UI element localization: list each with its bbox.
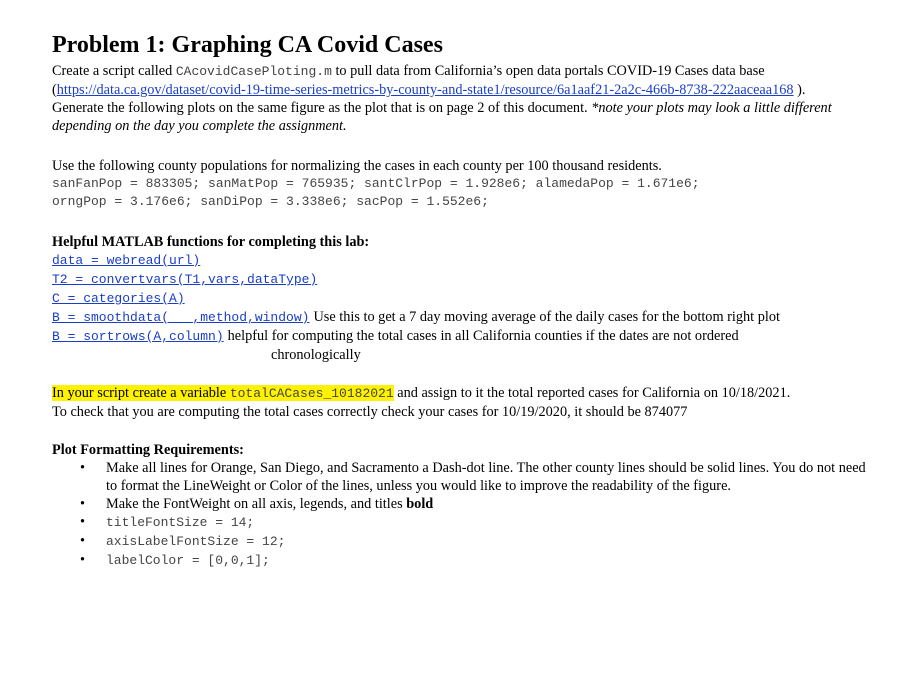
intro-text-a: Create a script called (52, 63, 176, 79)
format-item-text: Make all lines for Orange, San Diego, and Sacramento a Dash-dot line. The other county lines should be solid lines. You do not need to format the LineWeight or Color of the lines, unless you would like to improve the readability of the figure. (106, 460, 866, 494)
script-name: CAcovidCasePloting.m (175, 64, 332, 79)
intro-text-c: ). (793, 82, 806, 98)
format-item-text: Make the FontWeight on all axis, legends, and titles (106, 496, 407, 512)
helpful-heading: Helpful MATLAB functions for completing this lab: (52, 234, 370, 250)
func-row (52, 327, 872, 346)
task-text-a: In your script create a variable (52, 385, 230, 401)
task-paragraph (52, 384, 872, 403)
list-item (80, 495, 872, 513)
func-row (52, 289, 872, 308)
population-intro: Use the following county populations for normalizing the cases in each county per 100 thousand residents. (52, 158, 662, 174)
func-convertvars[interactable]: T2 = convertvars(T1,vars,dataType) (52, 272, 318, 287)
bullet-icon: • (80, 533, 86, 549)
intro-text-b: to pull data from California’s open data portals COVID-19 Cases data base ( (52, 63, 765, 98)
func-categories[interactable]: C = categories(A) (52, 291, 185, 306)
bullet-icon: • (80, 552, 86, 568)
bullet-icon: • (80, 514, 86, 530)
list-item (80, 551, 872, 570)
func-webread[interactable]: data = webread(url) (52, 253, 201, 268)
page-title: Problem 1: Graphing CA Covid Cases (52, 32, 443, 58)
population-line-2: orngPop = 3.176e6; sanDiPop = 3.338e6; sacPop = 1.552e6; (52, 194, 489, 209)
func-row (52, 270, 872, 289)
task-text-b: and assign to it the total reported cases for California on 10/18/2021. (393, 385, 791, 401)
func-smoothdata[interactable]: B = smoothdata(___,method,window) (52, 310, 310, 325)
format-item-code: labelColor = [0,0,1]; (106, 553, 270, 568)
bullet-icon: • (80, 496, 86, 512)
func-row (52, 308, 872, 327)
format-item-code: titleFontSize = 14; (106, 515, 255, 530)
func-note-continued: chronologically (271, 347, 361, 363)
format-list (52, 459, 872, 570)
instructions-note: *note your plots may look a little different depending on the day you complete the assignment. (52, 100, 832, 134)
format-heading: Plot Formatting Requirements: (52, 442, 244, 458)
task-variable: totalCACases_10182021 (229, 386, 394, 401)
func-note: helpful for computing the total cases in all California counties if the dates are not ordered (227, 328, 739, 344)
bullet-icon: • (80, 460, 86, 476)
document (52, 30, 872, 570)
instructions-text: Generate the following plots on the same figure as the plot that is on page 2 of this document. (52, 100, 592, 116)
list-item (80, 532, 872, 551)
population-line-1: sanFanPop = 883305; sanMatPop = 765935; santClrPop = 1.928e6; alamedaPop = 1.671e6; (52, 176, 700, 191)
task-highlight (52, 385, 394, 401)
task-check: To check that you are computing the total cases correctly check your cases for 10/19/2020, it should be 874077 (52, 404, 688, 420)
func-note: Use this to get a 7 day moving average of the daily cases for the bottom right plot (313, 309, 780, 325)
func-sortrows[interactable]: B = sortrows(A,column) (52, 329, 224, 344)
format-item-bold: bold (406, 496, 434, 512)
format-item-code: axisLabelFontSize = 12; (106, 534, 286, 549)
instructions-paragraph (52, 99, 872, 135)
list-item (80, 459, 872, 495)
intro-paragraph (52, 62, 872, 99)
data-url-link[interactable]: https://data.ca.gov/dataset/covid-19-time-series-metrics-by-county-and-state1/resource/6a1aaf21-2a2c-466b-8738-222aaceaa168 (56, 82, 794, 98)
func-row (52, 251, 872, 270)
list-item (80, 513, 872, 532)
